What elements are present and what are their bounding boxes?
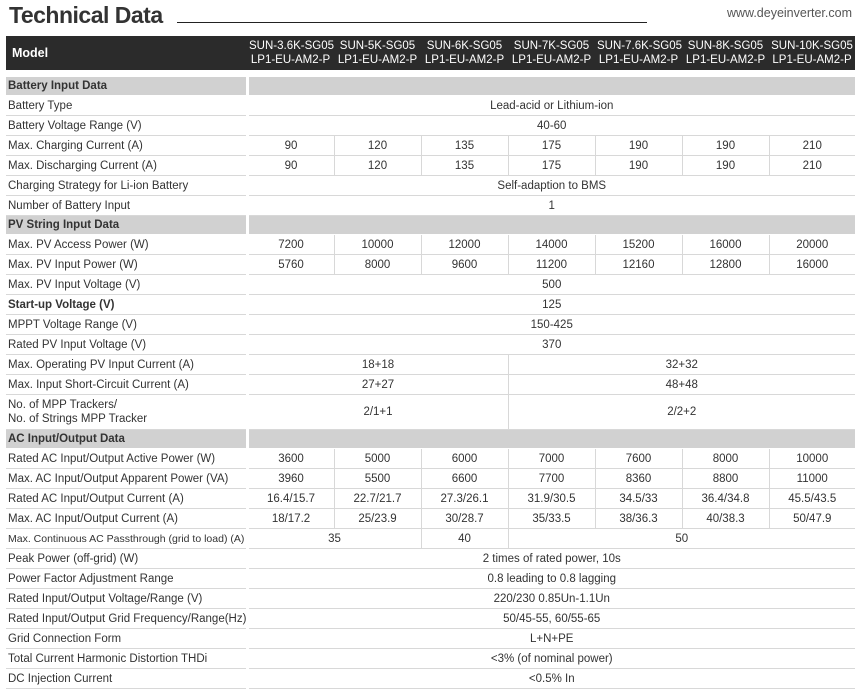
spec-label: Max. PV Input Voltage (V) (6, 275, 247, 295)
model-name-line: SUN-6K-SG05 (426, 40, 503, 52)
spec-value: 34.5/33 (595, 489, 682, 509)
spec-value: 10000 (334, 235, 421, 255)
model-name-3 (421, 36, 508, 70)
spec-row (6, 669, 855, 689)
spec-value: 35 (247, 529, 421, 549)
spec-value: 36.4/34.8 (682, 489, 769, 509)
model-name-line: SUN-3.6K-SG05 (249, 40, 334, 52)
spec-label: Rated Input/Output Grid Frequency/Range(Hz) (6, 609, 247, 629)
spec-value: 500 (247, 275, 855, 295)
spec-value: 11200 (508, 255, 595, 275)
section-title: Battery Input Data (6, 77, 247, 96)
spec-label: Max. Operating PV Input Current (A) (6, 355, 247, 375)
section-header-row (6, 430, 855, 449)
model-name-1 (247, 36, 334, 70)
spec-value: 40-60 (247, 116, 855, 136)
spec-label: Max. Charging Current (A) (6, 136, 247, 156)
section-header-row (6, 77, 855, 96)
spec-value: 27+27 (247, 375, 508, 395)
spec-label: Grid Connection Form (6, 629, 247, 649)
model-name-line: LP1-EU-AM2-P (598, 54, 679, 66)
spec-value: 12800 (682, 255, 769, 275)
section-title: AC Input/Output Data (6, 430, 247, 449)
spec-label: Start-up Voltage (V) (6, 295, 247, 315)
model-name-line: LP1-EU-AM2-P (424, 54, 505, 66)
spec-row (6, 589, 855, 609)
spec-label: Number of Battery Input (6, 196, 247, 216)
spec-value: Self-adaption to BMS (247, 176, 855, 196)
spec-value: 31.9/30.5 (508, 489, 595, 509)
spec-value: 2/2+2 (508, 395, 855, 430)
model-name-line: LP1-EU-AM2-P (511, 54, 592, 66)
spec-label: Power Factor Adjustment Range (6, 569, 247, 589)
model-label: Model (6, 36, 247, 70)
model-name-6 (682, 36, 769, 70)
spec-label: Max. PV Input Power (W) (6, 255, 247, 275)
spec-value: 7600 (595, 449, 682, 469)
model-name-5 (595, 36, 682, 70)
spec-row (6, 529, 855, 549)
spec-value: 48+48 (508, 375, 855, 395)
spec-value: 6000 (421, 449, 508, 469)
website-url: www.deyeinverter.com (726, 6, 852, 20)
spec-label: Peak Power (off-grid) (W) (6, 549, 247, 569)
spec-value: 175 (508, 156, 595, 176)
spec-value: 16.4/15.7 (247, 489, 334, 509)
spec-label: Charging Strategy for Li-ion Battery (6, 176, 247, 196)
spec-row (6, 569, 855, 589)
section-title: PV String Input Data (6, 216, 247, 235)
spec-value: 135 (421, 156, 508, 176)
spec-value: 190 (595, 136, 682, 156)
model-name-line: SUN-7.6K-SG05 (597, 40, 682, 52)
spec-value: 38/36.3 (595, 509, 682, 529)
spec-value: 3960 (247, 469, 334, 489)
spec-value: 1 (247, 196, 855, 216)
spec-row (6, 449, 855, 469)
spec-value: 125 (247, 295, 855, 315)
spec-value: 5000 (334, 449, 421, 469)
spec-label: Rated Input/Output Voltage/Range (V) (6, 589, 247, 609)
page-header (0, 0, 861, 36)
spec-value: 50/45-55, 60/55-65 (247, 609, 855, 629)
spec-value: 120 (334, 156, 421, 176)
spec-value: 40/38.3 (682, 509, 769, 529)
technical-data-table (6, 36, 855, 689)
spec-value: L+N+PE (247, 629, 855, 649)
spec-label: Max. Discharging Current (A) (6, 156, 247, 176)
spec-value: 45.5/43.5 (769, 489, 855, 509)
model-name-line: SUN-5K-SG05 (339, 40, 416, 52)
spec-row (6, 549, 855, 569)
spec-value: 8000 (334, 255, 421, 275)
spec-label: Battery Type (6, 96, 247, 116)
spec-value: 8000 (682, 449, 769, 469)
spec-value: 190 (682, 136, 769, 156)
spec-value: 120 (334, 136, 421, 156)
section-fill (247, 77, 855, 96)
model-name-4 (508, 36, 595, 70)
spec-value: 7200 (247, 235, 334, 255)
spec-row (6, 509, 855, 529)
spec-value: 50/47.9 (769, 509, 855, 529)
spec-value: 27.3/26.1 (421, 489, 508, 509)
spec-value: 210 (769, 136, 855, 156)
spec-row (6, 315, 855, 335)
spec-label: Max. PV Access Power (W) (6, 235, 247, 255)
spec-label: Rated PV Input Voltage (V) (6, 335, 247, 355)
model-name-line: SUN-10K-SG05 (771, 40, 853, 52)
spec-value: 8360 (595, 469, 682, 489)
spec-value: 50 (508, 529, 855, 549)
spec-value: 14000 (508, 235, 595, 255)
spec-value: 210 (769, 156, 855, 176)
spec-value: 220/230 0.85Un-1.1Un (247, 589, 855, 609)
spec-value: 7000 (508, 449, 595, 469)
spec-value: 135 (421, 136, 508, 156)
spec-row (6, 176, 855, 196)
spec-value: 16000 (682, 235, 769, 255)
spec-value: 12000 (421, 235, 508, 255)
spec-value: 3600 (247, 449, 334, 469)
spec-value: 8800 (682, 469, 769, 489)
spec-row (6, 375, 855, 395)
spec-value: 90 (247, 156, 334, 176)
spec-label: Rated AC Input/Output Current (A) (6, 489, 247, 509)
spec-value: 22.7/21.7 (334, 489, 421, 509)
title-rule (177, 22, 647, 23)
spec-label: MPPT Voltage Range (V) (6, 315, 247, 335)
model-name-line: LP1-EU-AM2-P (772, 54, 852, 66)
spec-label: Max. Input Short-Circuit Current (A) (6, 375, 247, 395)
spec-value: 32+32 (508, 355, 855, 375)
spec-row (6, 355, 855, 375)
spec-row (6, 489, 855, 509)
spec-value: 7700 (508, 469, 595, 489)
spec-value: 18/17.2 (247, 509, 334, 529)
spec-value: 90 (247, 136, 334, 156)
spec-row (6, 295, 855, 315)
spacer-row (6, 70, 855, 77)
spec-row (6, 196, 855, 216)
spec-row (6, 275, 855, 295)
spec-body (6, 70, 855, 689)
spec-row (6, 335, 855, 355)
spec-label: DC Injection Current (6, 669, 247, 689)
spec-label: Total Current Harmonic Distortion THDi (6, 649, 247, 669)
section-header-row (6, 216, 855, 235)
spec-value: 190 (682, 156, 769, 176)
spec-value: 20000 (769, 235, 855, 255)
spec-row (6, 136, 855, 156)
spec-value: 15200 (595, 235, 682, 255)
spec-row (6, 609, 855, 629)
spec-value: 18+18 (247, 355, 508, 375)
spec-row (6, 96, 855, 116)
spec-label: Max. Continuous AC Passthrough (grid to load) (A) (6, 529, 247, 549)
spec-label: Rated AC Input/Output Active Power (W) (6, 449, 247, 469)
model-name-line: LP1-EU-AM2-P (337, 54, 418, 66)
spec-row (6, 629, 855, 649)
spec-value: 370 (247, 335, 855, 355)
spec-row (6, 469, 855, 489)
spec-value: 190 (595, 156, 682, 176)
spec-row (6, 395, 855, 430)
model-name-line: SUN-7K-SG05 (513, 40, 590, 52)
spec-value: Lead-acid or Lithium-ion (247, 96, 855, 116)
section-fill (247, 216, 855, 235)
spec-value: 0.8 leading to 0.8 lagging (247, 569, 855, 589)
spec-label: Max. AC Input/Output Current (A) (6, 509, 247, 529)
spec-row (6, 156, 855, 176)
spec-value: 2/1+1 (247, 395, 508, 430)
section-fill (247, 430, 855, 449)
spec-value: 9600 (421, 255, 508, 275)
model-name-2 (334, 36, 421, 70)
spec-value: 16000 (769, 255, 855, 275)
model-name-line: SUN-8K-SG05 (687, 40, 764, 52)
spec-value: 5760 (247, 255, 334, 275)
spec-label: Battery Voltage Range (V) (6, 116, 247, 136)
spec-value: 11000 (769, 469, 855, 489)
spec-value: 30/28.7 (421, 509, 508, 529)
model-name-line: LP1-EU-AM2-P (685, 54, 766, 66)
spec-value: 25/23.9 (334, 509, 421, 529)
spec-row (6, 255, 855, 275)
spec-row (6, 235, 855, 255)
spec-value: 2 times of rated power, 10s (247, 549, 855, 569)
spec-value: <3% (of nominal power) (247, 649, 855, 669)
spec-label (6, 395, 247, 430)
spec-value: 40 (421, 529, 508, 549)
page-title: Technical Data (9, 2, 163, 28)
model-header-row (6, 36, 855, 70)
spec-value: <0.5% In (247, 669, 855, 689)
spec-value: 10000 (769, 449, 855, 469)
spec-value: 175 (508, 136, 595, 156)
spec-label-line: No. of Strings MPP Tracker (8, 413, 148, 425)
spec-row (6, 649, 855, 669)
model-name-line: LP1-EU-AM2-P (250, 54, 331, 66)
spec-value: 6600 (421, 469, 508, 489)
spec-label-line: No. of MPP Trackers/ (8, 399, 118, 411)
spec-value: 150-425 (247, 315, 855, 335)
model-name-7 (769, 36, 855, 70)
spec-value: 5500 (334, 469, 421, 489)
spec-value: 12160 (595, 255, 682, 275)
spec-value: 35/33.5 (508, 509, 595, 529)
spec-row (6, 116, 855, 136)
spec-label: Max. AC Input/Output Apparent Power (VA) (6, 469, 247, 489)
